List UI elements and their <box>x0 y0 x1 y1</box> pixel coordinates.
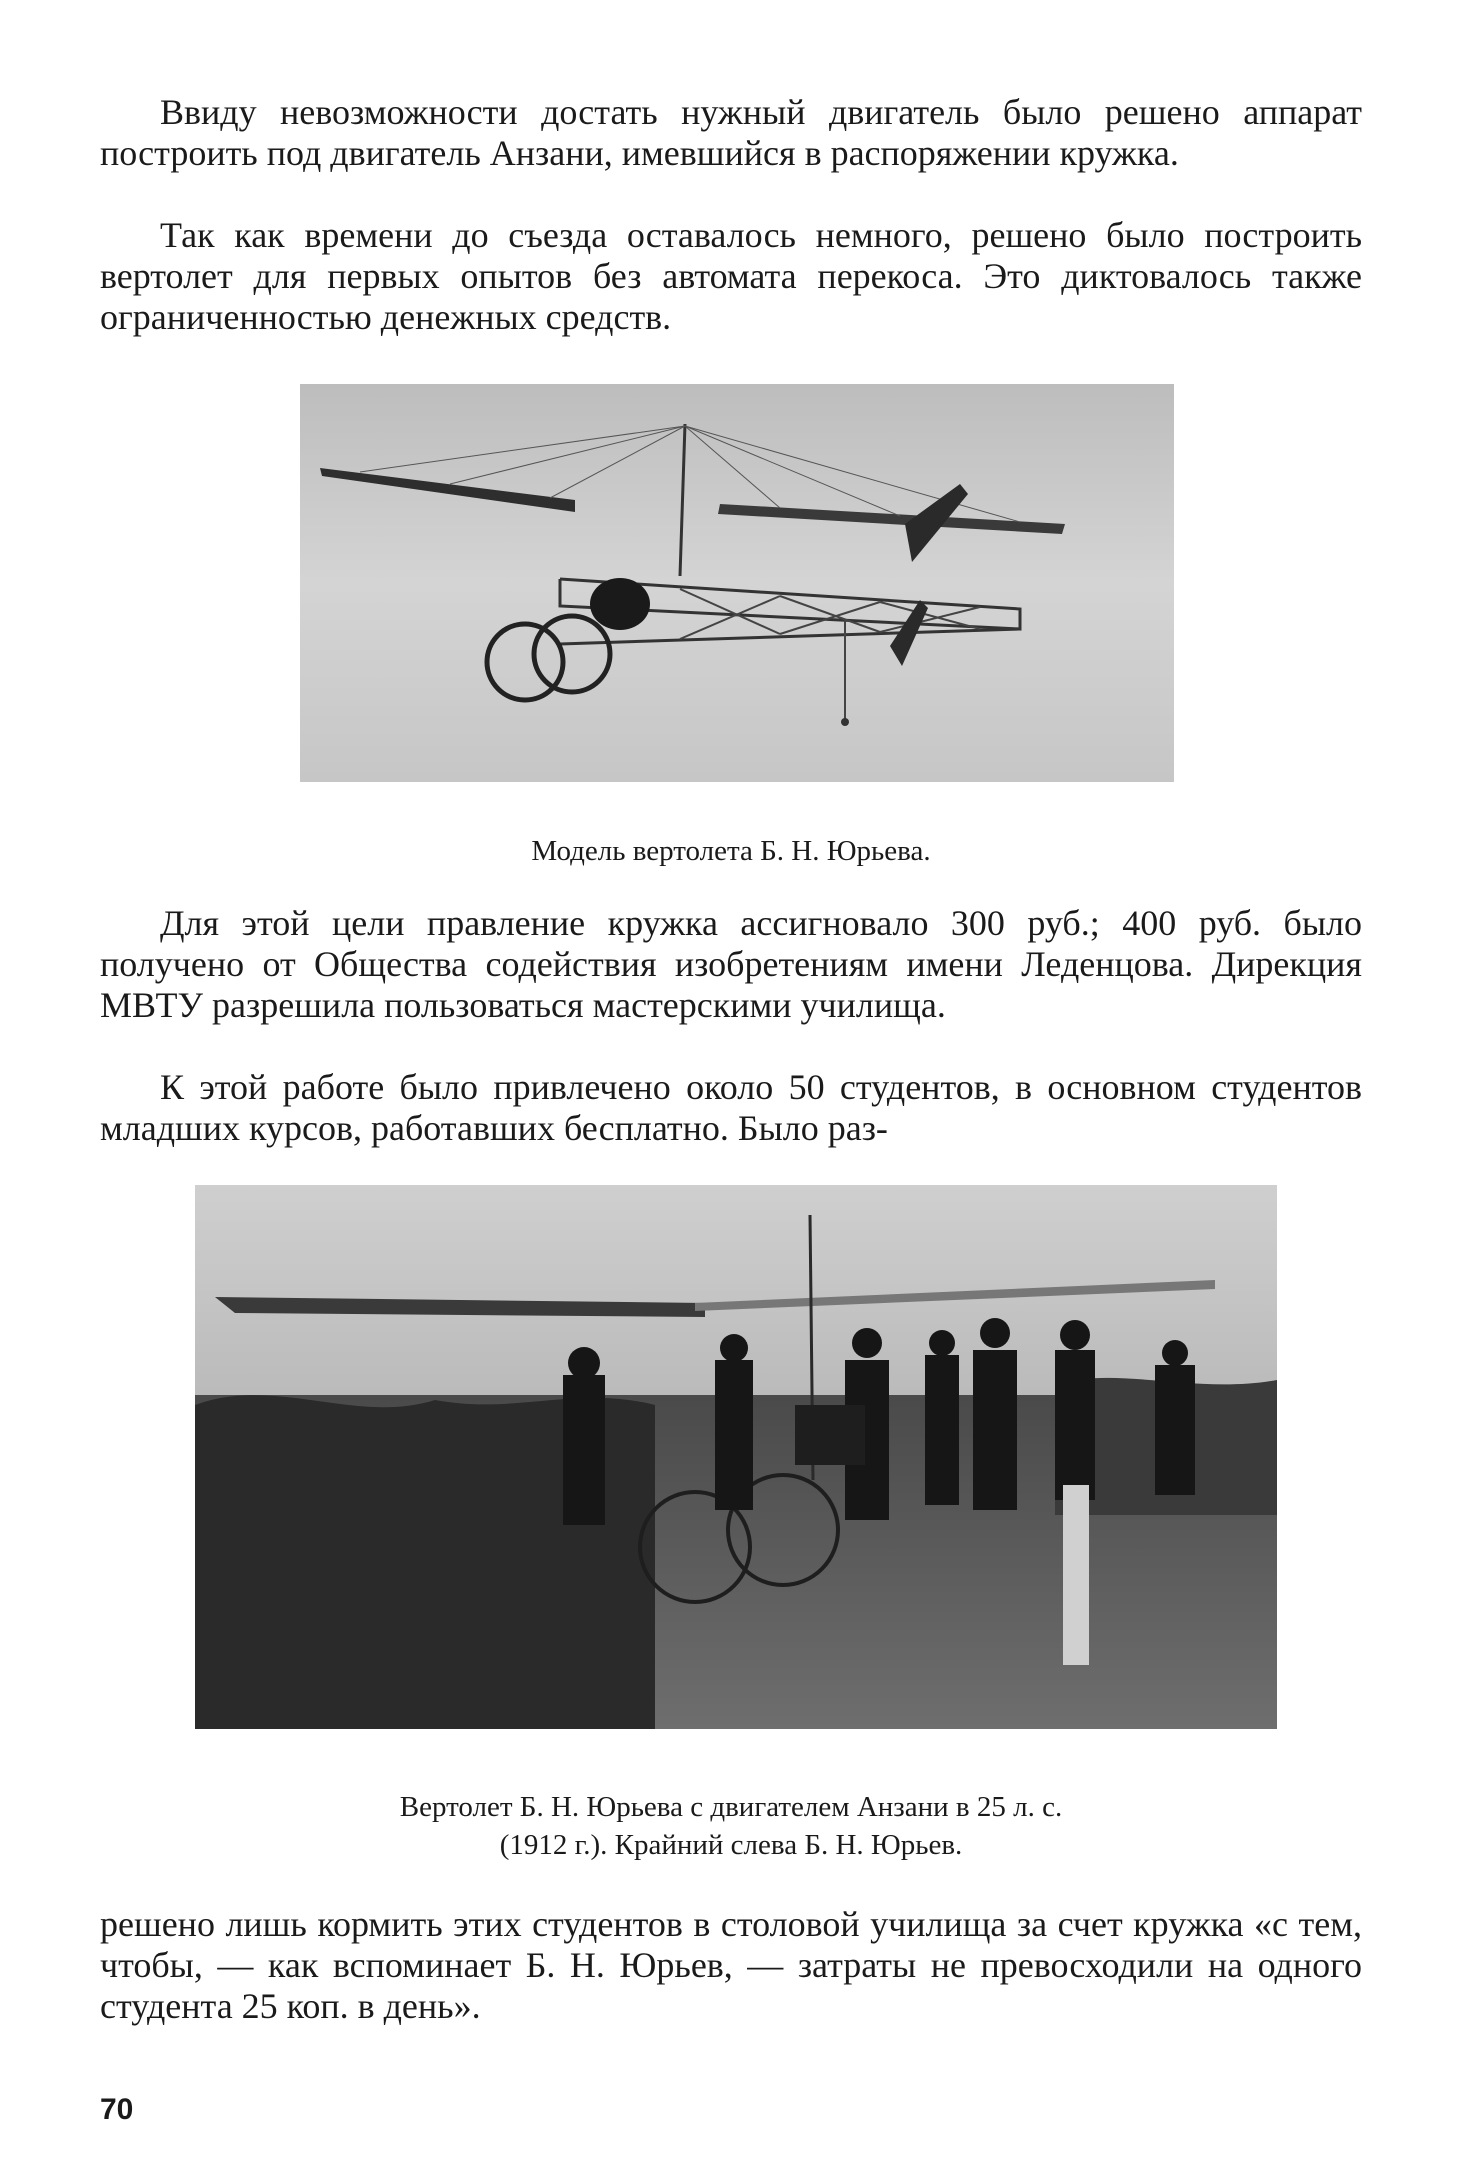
figure-caption-model: Модель вертолета Б. Н. Юрьева. <box>531 835 931 867</box>
helicopter-1912-photo <box>195 1185 1277 1729</box>
figure-caption-photo-line2: (1912 г.). Крайний слева Б. Н. Юрьев. <box>499 1829 963 1861</box>
helicopter-model-photo <box>300 384 1174 782</box>
figure-caption-photo-line1: Вертолет Б. Н. Юрьева с двигателем Анзани в 25 л. с. <box>399 1791 1063 1823</box>
paragraph-funding: Для этой цели правление кружка ассигновало 300 руб.; 400 руб. было получено от Общества содействия изобретениям имени Леденцова. Дирекция МВТУ разрешила пользоваться мастерскими училища. <box>100 903 1362 1025</box>
page-number: 70 <box>100 2093 134 2126</box>
figure-caption-photo <box>100 1788 1362 1864</box>
paragraph-engine: Ввиду невозможности достать нужный двигатель было решено аппарат построить под двигатель Анзани, имевшийся в распоряжении кружка. <box>100 92 1362 173</box>
paragraph-students: К этой работе было привлечено около 50 студентов, в основном студентов младших курсов, работавших бесплатно. Было раз- <box>100 1067 1362 1148</box>
paragraph-no-swashplate: Так как времени до съезда оставалось немного, решено было построить вертолет для первых опытов без автомата перекоса. Это диктовалось также ограниченностью денежных средств. <box>100 215 1362 337</box>
paragraph-meals: решено лишь кормить этих студентов в столовой училища за счет кружка «с тем, чтобы, — как вспоминает Б. Н. Юрьев, — затраты не превосходили на одного студента 25 коп. в день». <box>100 1904 1362 2026</box>
